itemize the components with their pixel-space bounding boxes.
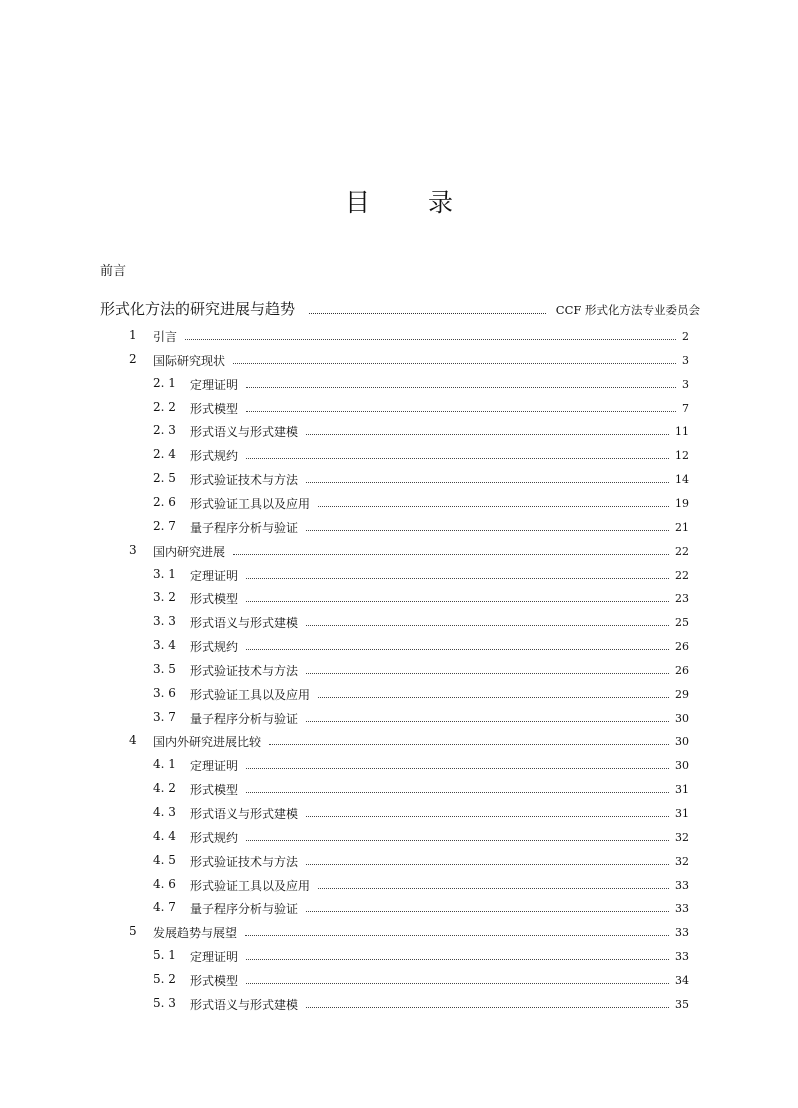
toc-entry[interactable] [0,352,798,372]
toc-entry-label: 国际研究现状 [153,353,226,368]
toc-entry-label: 形式验证工具以及应用 [190,496,311,511]
toc-entry-number: 3 [129,542,137,557]
toc-entry-number: 5. 1 [153,948,176,963]
toc-entry-number: 5 [129,924,137,939]
toc-entry[interactable] [0,567,798,587]
toc-entry-number: 2. 7 [153,518,176,533]
toc-entry-page: 19 [675,496,689,510]
toc-entry-label: 形式规约 [190,640,239,655]
toc-title [0,183,798,219]
toc-entry-page: 31 [675,807,689,820]
toc-entry-label: 国内研究进展 [153,544,226,559]
toc-entry-number: 2 [129,351,137,366]
leader-dots [269,744,669,745]
toc-entry[interactable] [0,900,798,920]
toc-entry-label: 形式语义与形式建模 [190,425,299,440]
toc-entry-label: 形式语义与形式建模 [190,616,299,631]
section-heading[interactable] [100,298,700,319]
toc-entry-page: 33 [675,950,689,964]
toc-entry[interactable] [0,543,798,563]
toc-entry-label: 量子程序分析与验证 [190,520,299,535]
leader-dots [246,792,669,793]
toc-entry[interactable] [0,471,798,491]
toc-entry[interactable] [0,423,798,443]
leader-dots [306,625,669,626]
toc-entry-number: 4. 6 [153,876,176,891]
toc-entry-label: 定理证明 [190,759,239,774]
toc-entry-page: 21 [675,520,689,534]
leader-dots [306,864,669,865]
toc-entry[interactable] [0,948,798,968]
toc-entry-label: 定理证明 [190,568,239,583]
leader-dots [233,554,669,555]
toc-entry[interactable] [0,972,798,992]
leader-dots [246,458,669,459]
toc-entry-label: 量子程序分析与验证 [190,711,299,726]
toc-entry-page: 34 [675,973,689,987]
toc-entry[interactable] [0,662,798,682]
toc-entry-number: 4. 5 [153,852,176,867]
leader-dots [306,530,669,531]
toc-entry[interactable] [0,805,798,825]
toc-title-char-1: 目 [344,188,370,217]
toc-entry[interactable] [0,829,798,849]
toc-entry-page: 14 [675,473,689,487]
toc-entry-page: 3 [682,377,689,391]
toc-entry-number: 5. 2 [153,971,176,986]
toc-entry-page: 35 [675,997,689,1011]
toc-entry-page: 3 [682,353,689,367]
toc-entry-number: 2. 1 [153,375,176,390]
toc-entry-number: 2. 3 [153,423,176,438]
toc-entry-number: 3. 1 [153,566,176,581]
toc-entry-label: 形式验证技术与方法 [190,473,299,488]
leader-dots [309,303,546,314]
toc-entry-label: 形式规约 [190,449,239,464]
toc-entry-number: 2. 6 [153,494,176,509]
toc-entry-page: 22 [675,568,689,582]
toc-entry[interactable] [0,328,798,348]
toc-entry-page: 12 [675,449,689,463]
toc-entry-number: 4. 2 [153,781,176,796]
toc-entry-label: 形式验证工具以及应用 [190,878,311,893]
toc-entry-number: 2. 5 [153,471,176,486]
toc-entry-page: 30 [675,735,689,749]
toc-entry-page: 33 [675,902,689,916]
leader-dots [246,649,669,650]
toc-entry-number: 3. 7 [153,709,176,724]
toc-entry-page: 7 [682,401,689,415]
leader-dots [306,816,669,817]
toc-entry[interactable] [0,686,798,706]
toc-entry-label: 引言 [153,330,178,344]
section-author: CCF 形式化方法专业委员会 [555,303,700,317]
toc-entry-page: 2 [682,330,689,343]
toc-entry-number: 1 [129,328,137,342]
leader-dots [306,482,669,483]
toc-entry-number: 3. 2 [153,590,176,605]
toc-entry[interactable] [0,853,798,873]
toc-entry-page: 26 [675,640,689,654]
leader-dots [246,983,669,984]
toc-entry-number: 4. 3 [153,805,176,819]
toc-entry[interactable] [0,614,798,634]
toc-entry-number: 3. 3 [153,614,176,629]
toc-entry-page: 32 [675,854,689,868]
toc-entry-label: 定理证明 [190,950,239,965]
toc-entry-number: 4 [129,733,137,748]
toc-title-char-2: 录 [428,188,454,217]
leader-dots [246,959,669,960]
toc-entry-label: 形式语义与形式建模 [190,807,299,821]
toc-entry-label: 形式验证工具以及应用 [190,687,311,702]
toc-entry-label: 国内外研究进展比较 [153,735,262,750]
toc-entry-label: 定理证明 [190,377,239,392]
toc-entry[interactable] [0,519,798,539]
toc-entry[interactable] [0,590,798,610]
toc-entry-number: 2. 4 [153,447,176,462]
toc-entry-label: 形式模型 [190,592,239,607]
toc-entry-number: 4. 1 [153,757,176,772]
leader-dots [318,888,669,889]
toc-entry-number: 4. 7 [153,900,176,915]
leader-dots [245,935,669,936]
leader-dots [185,339,676,340]
toc-entry[interactable] [0,447,798,467]
leader-dots [306,911,669,912]
preface-entry[interactable]: 前言 [100,264,127,279]
toc-entry-page: 11 [675,425,689,439]
toc-entry[interactable] [0,877,798,897]
toc-entry-label: 形式验证技术与方法 [190,854,299,869]
leader-dots [246,768,669,769]
toc-entry-label: 形式语义与形式建模 [190,997,299,1012]
toc-entry-page: 22 [675,544,689,558]
toc-entry-number: 3. 6 [153,685,176,700]
toc-entry[interactable] [0,757,798,777]
toc-entry-number: 3. 4 [153,638,176,653]
leader-dots [246,601,669,602]
leader-dots [246,840,669,841]
toc-entry-page: 30 [675,759,689,773]
toc-entry[interactable] [0,495,798,515]
toc-entry-label: 形式模型 [190,973,239,988]
leader-dots [306,721,669,722]
toc-entry-label: 量子程序分析与验证 [190,902,299,917]
toc-entry-label: 形式验证技术与方法 [190,663,299,678]
toc-entry-number: 5. 3 [153,995,176,1010]
leader-dots [306,434,669,435]
toc-entry-number: 4. 4 [153,828,176,843]
toc-entry-label: 发展趋势与展望 [153,926,238,941]
leader-dots [318,697,669,698]
leader-dots [318,506,669,507]
toc-entry-number: 3. 5 [153,661,176,676]
toc-entry[interactable] [0,400,798,420]
leader-dots [246,387,676,388]
toc-entry[interactable] [0,733,798,753]
toc-entry[interactable] [0,924,798,944]
toc-entry-page: 25 [675,616,689,630]
toc-entry-page: 26 [675,663,689,677]
toc-entry[interactable] [0,376,798,396]
leader-dots [306,1007,669,1008]
toc-entry[interactable] [0,996,798,1016]
toc-entry-page: 30 [675,711,689,725]
leader-dots [306,673,669,674]
toc-entry-page: 33 [675,878,689,892]
toc-entry-page: 31 [675,783,689,797]
toc-entry-label: 形式规约 [190,830,239,845]
toc-entry-page: 32 [675,830,689,844]
toc-entry-number: 2. 2 [153,399,176,414]
leader-dots [246,578,669,579]
leader-dots [246,411,676,412]
toc-entry-page: 29 [675,687,689,701]
toc-entry[interactable] [0,638,798,658]
toc-entry-label: 形式模型 [190,401,239,416]
toc-entry-page: 33 [675,926,689,940]
toc-entry[interactable] [0,710,798,730]
leader-dots [233,363,676,364]
toc-entry-page: 23 [675,592,689,606]
section-title: 形式化方法的研究进展与趋势 [100,300,296,318]
toc-entry-label: 形式模型 [190,783,239,798]
toc-entry[interactable] [0,781,798,801]
